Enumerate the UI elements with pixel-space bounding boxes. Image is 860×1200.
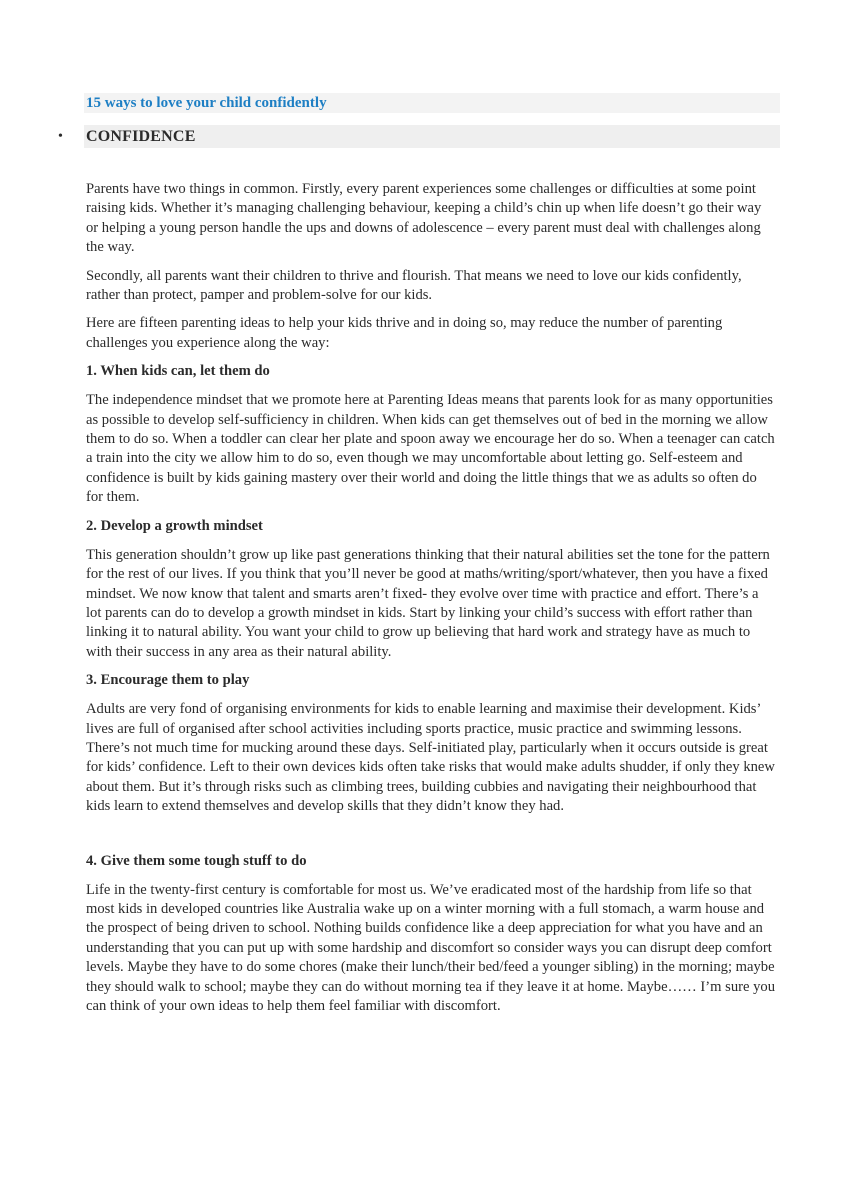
intro-paragraph-1: Parents have two things in common. Firstly, every parent experiences some challenges or difficulties at some point raising kids. Whether it’s managing challenging behaviour, keeping a child’s chin up when life doesn’t go their way or helping a young person handle the ups and downs of adolescence – every parent must deal with challenges along the way. — [86, 181, 762, 256]
intro-paragraph-2: Secondly, all parents want their children to thrive and flourish. That means we need to love our kids confidently, rather than protect, pamper and problem-solve for our kids. — [86, 267, 742, 304]
page-title: 15 ways to love your child confidently — [86, 95, 327, 111]
tip-body-2: This generation shouldn’t grow up like past generations thinking that their natural abilities set the tone for the pattern for the rest of our lives. If you think that you’ll never be good at maths/writing/sport/whatever, then you have a fixed mindset. We now know that talent and smarts aren’t fixed- they evolve over time with practice and effort. There’s a lot parents can do to develop a growth mindset in kids. Start by linking your child’s success with effort rather than linking it to natural ability. You want your child to grow up believing that hard work and strategy have as much to with their success in any area as their natural ability. — [86, 546, 770, 660]
tip-body-1: The independence mindset that we promote here at Parenting Ideas means that parents look for as many opportunities as possible to develop self-sufficiency in children. When kids can get themselves out of bed in the morning we allow them to do so. When a toddler can clear her plate and spoon away we encourage her do so. When a teenager can catch a train into the city we allow him to do so, even though we may uncomfortable about letting go. Self-esteem and confidence is built by kids gaining mastery over their world and doing the little things that we as adults so often do for them. — [86, 392, 775, 506]
tip-heading-3: 3. Encourage them to play — [86, 672, 250, 689]
intro-paragraph-3: Here are fifteen parenting ideas to help your kids thrive and in doing so, may reduce the number of parenting challenges you experience along the way: — [86, 315, 723, 351]
tip-heading-1: 1. When kids can, let them do — [86, 363, 270, 380]
tip-heading-2: 2. Develop a growth mindset — [86, 517, 263, 534]
tip-body-3: Adults are very fond of organising environments for kids to enable learning and maximise their development. Kids’ lives are full of organised after school activities including sports practice, music practice and swimming lessons. There’s not much time for mucking around these days. Self-initiated play, particularly when it occurs outside is great for kids’ confidence. Left to their own devices kids often take risks that would make adults shudder, if only they knew about them. But it’s through risks such as climbing trees, building cubbies and navigating their neighbourhood that kids learn to extend themselves and develop skills that they didn’t know they had. — [86, 701, 775, 815]
section-spacer — [86, 826, 776, 852]
section-heading: CONFIDENCE — [86, 128, 196, 145]
tip-body-4: Life in the twenty-first century is comfortable for most us. We’ve eradicated most of the hardship from life so that most kids in developed countries like Australia wake up on a winter morning with a full stomach, a warm house and the prospect of being driven to school. Nothing builds confidence like a deep appreciation for what you have and an understanding that you can put up with some hardship and discomfort so consider ways you can disrupt deep comfort levels. Maybe they have to do some chores (make their lunch/their bed/feed a younger sibling) in the morning; maybe they should walk to school; maybe they can do without morning tea if they leave it at home. Maybe…… I’m sure you can think of your own ideas to help them feel familiar with discomfort. — [86, 881, 775, 1014]
bullet-icon: • — [58, 129, 63, 144]
article-body — [86, 180, 776, 1025]
tip-heading-4: 4. Give them some tough stuff to do — [86, 852, 307, 869]
